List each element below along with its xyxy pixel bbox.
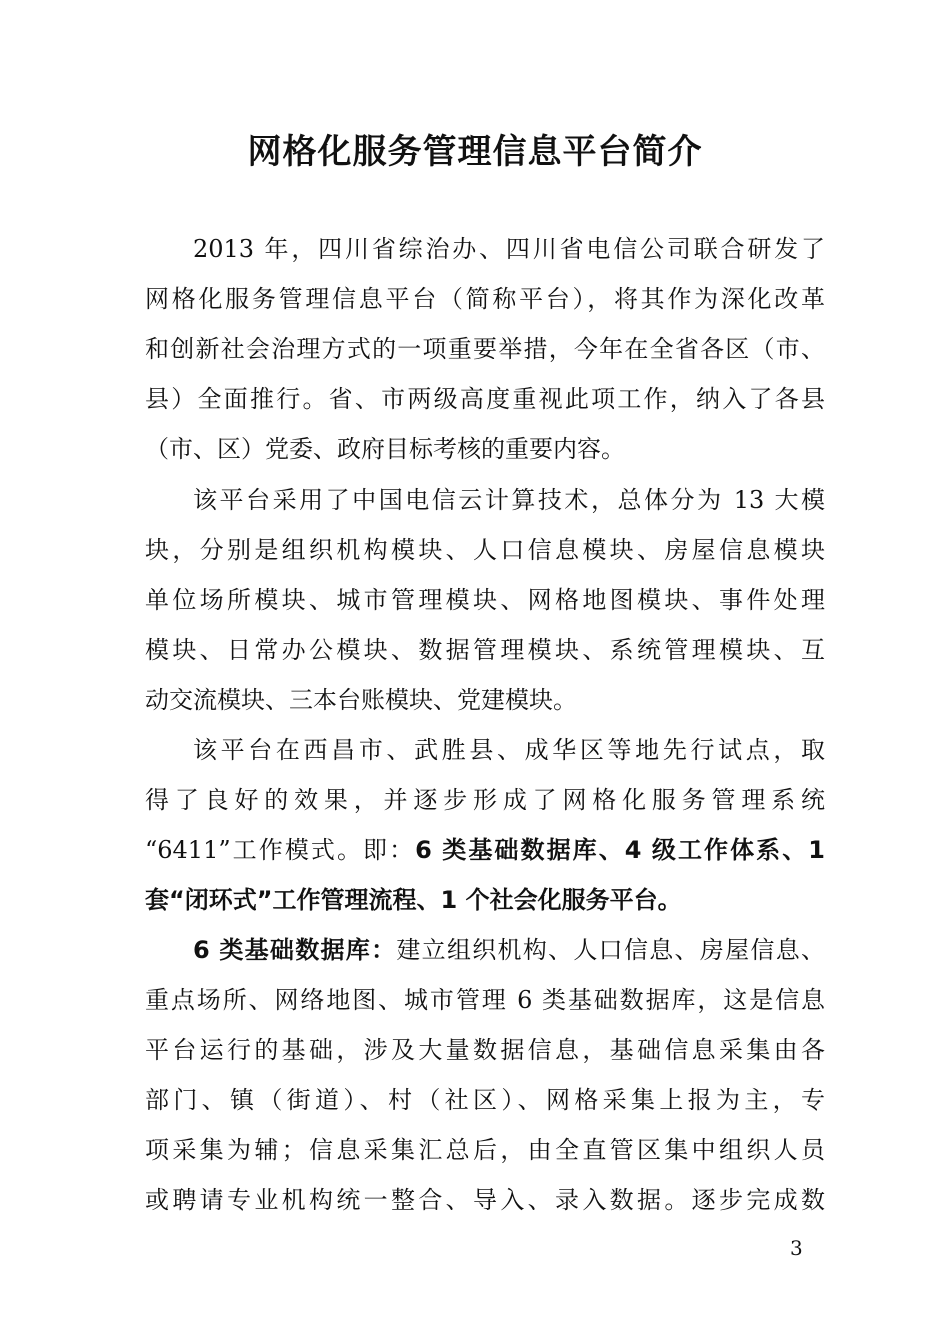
paragraph-3 [145, 725, 825, 925]
text-span: 建立组织机构、人口信息、房屋信息、 [396, 936, 825, 964]
text-line: 重点场所、网络地图、城市管理 6 类基础数据库，这是信息 [145, 986, 825, 1014]
text-line [145, 925, 825, 975]
text-line: （市、区）党委、政府目标考核的重要内容。 [145, 435, 625, 463]
text-line [145, 825, 825, 875]
emphasis-text: 6 类基础数据库、4 级工作体系、1 [415, 836, 825, 864]
text-line: 平台运行的基础，涉及大量数据信息，基础信息采集由各 [145, 1036, 825, 1064]
text-line: 和创新社会治理方式的一项重要举措，今年在全省各区（市、 [145, 335, 825, 363]
text-line: 该平台在西昌市、武胜县、成华区等地先行试点，取 [193, 736, 825, 764]
paragraph-2 [145, 475, 825, 725]
text-line: 2013 年，四川省综治办、四川省电信公司联合研发了 [193, 235, 825, 263]
text-line: 部门、镇（街道）、村（社区）、网格采集上报为主，专 [145, 1086, 825, 1114]
emphasis-line: 套“闭环式”工作管理流程、1 个社会化服务平台。 [145, 886, 682, 914]
text-span: “6411”工作模式。即： [145, 836, 416, 864]
text-line: 动交流模块、三本台账模块、党建模块。 [145, 686, 577, 714]
text-line: 或聘请专业机构统一整合、导入、录入数据。逐步完成数 [145, 1186, 825, 1214]
text-line: 项采集为辅；信息采集汇总后，由全直管区集中组织人员 [145, 1136, 825, 1164]
paragraph-4 [145, 925, 825, 1225]
text-line: 该平台采用了中国电信云计算技术，总体分为 13 大模 [193, 486, 825, 514]
page-number: 3 [790, 1236, 803, 1260]
section-heading: 6 类基础数据库： [193, 936, 397, 964]
text-line: 得了良好的效果，并逐步形成了网格化服务管理系统 [145, 786, 825, 814]
document-title: 网格化服务管理信息平台简介 [247, 132, 703, 172]
text-line: 模块、日常办公模块、数据管理模块、系统管理模块、互 [145, 636, 825, 664]
text-line: 县）全面推行。省、市两级高度重视此项工作，纳入了各县 [145, 385, 825, 413]
text-line: 块，分别是组织机构模块、人口信息模块、房屋信息模块 [145, 536, 825, 564]
paragraph-1 [145, 224, 825, 474]
text-line: 单位场所模块、城市管理模块、网格地图模块、事件处理 [145, 586, 825, 614]
text-line: 网格化服务管理信息平台（简称平台），将其作为深化改革 [145, 285, 825, 313]
